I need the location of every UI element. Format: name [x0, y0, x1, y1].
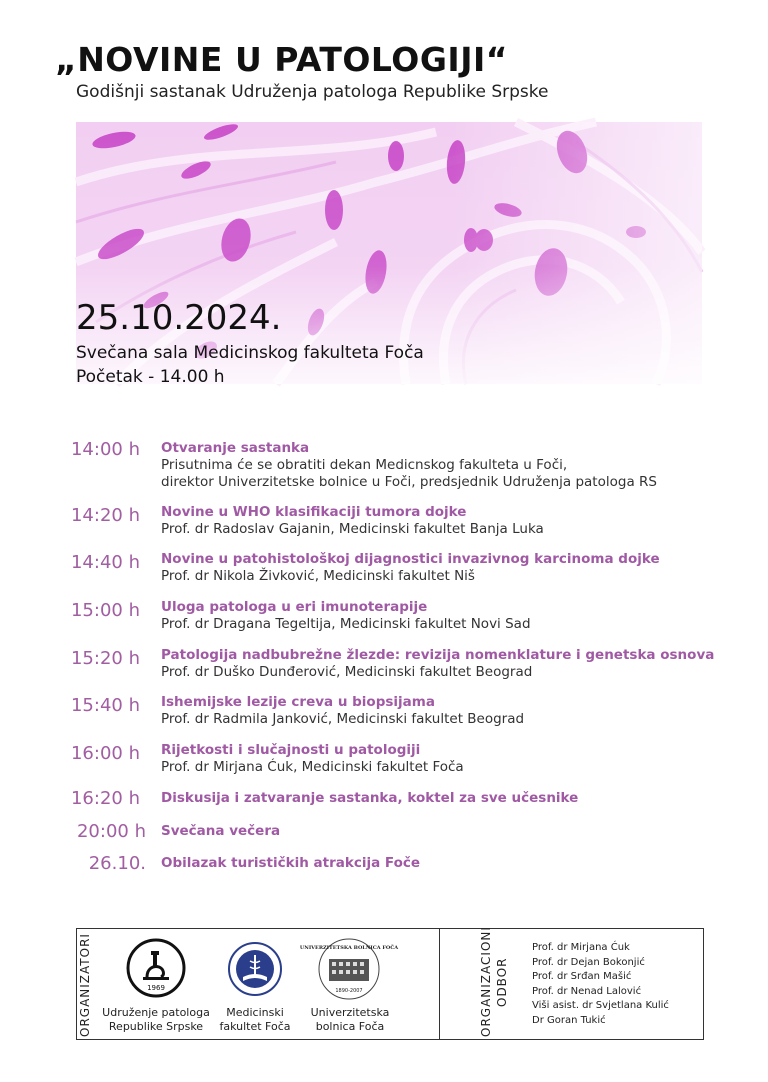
committee-member: Viši asist. dr Svjetlana Kulić	[532, 1000, 669, 1011]
schedule-detail: Prisutnima će se obratiti dekan Medicnskog fakulteta u Foči,	[161, 457, 568, 473]
committee-member: Dr Goran Tukić	[532, 1014, 606, 1026]
hospital-seal-icon	[299, 937, 399, 1001]
schedule-detail: Prof. dr Duško Dunđerović, Medicinski fakultet Beograd	[161, 664, 533, 680]
schedule-time: 14:20 h	[70, 505, 140, 526]
schedule-time: 14:00 h	[70, 439, 140, 460]
event-venue: Svečana sala Medicinskog fakulteta Foča	[76, 343, 424, 363]
committee-label: ORGANIZACIONI	[479, 926, 493, 1037]
schedule-detail: direktor Univerzitetske bolnice u Foči, predsjednik Udruženja patologa RS	[161, 474, 657, 490]
schedule-time: 15:20 h	[70, 648, 140, 669]
schedule-detail: Prof. dr Mirjana Ćuk, Medicinski fakultet Foča	[161, 759, 464, 775]
page-title: „NOVINE U PATOLOGIJI“	[55, 40, 508, 79]
event-start-time: Početak - 14.00 h	[76, 367, 225, 387]
logo-year: 1969	[147, 984, 165, 992]
schedule-title: Patologija nadbubrežne žlezde: revizija nomenklature i genetska osnova	[161, 647, 715, 663]
organizer-name: Univerzitetska bolnica Foča	[310, 1006, 390, 1033]
footer-organizers-box	[76, 928, 704, 1040]
microscope-logo-icon	[125, 937, 187, 999]
medical-faculty-seal-icon	[227, 941, 283, 997]
schedule-title: Svečana večera	[161, 823, 281, 839]
organizer-name: Udruženje patologa Republike Srpske	[102, 1006, 210, 1033]
schedule-time: 15:40 h	[70, 695, 140, 716]
committee-member: Prof. dr Dejan Bokonjić	[532, 956, 645, 968]
schedule-detail: Prof. dr Nikola Živković, Medicinski fakultet Niš	[161, 568, 475, 584]
schedule-title: Novine u patohistološkoj dijagnostici invazivnog karcinoma dojke	[161, 551, 660, 567]
schedule-detail: Prof. dr Radmila Janković, Medicinski fakultet Beograd	[161, 711, 525, 727]
committee-member: Prof. dr Mirjana Ćuk	[532, 942, 630, 953]
committee-label: ODBOR	[495, 957, 509, 1007]
organizer-name: Medicinski fakultet Foča	[219, 1006, 291, 1033]
schedule-time: 16:20 h	[70, 788, 140, 809]
committee-member: Prof. dr Nenad Lalović	[532, 985, 642, 997]
schedule-title: Otvaranje sastanka	[161, 440, 310, 456]
schedule-title: Ishemijske lezije creva u biopsijama	[161, 694, 435, 710]
schedule-detail: Prof. dr Dragana Tegeltija, Medicinski fakultet Novi Sad	[161, 616, 531, 632]
committee-member: Prof. dr Srđan Mašić	[532, 971, 632, 982]
schedule-title: Novine u WHO klasifikaciji tumora dojke	[161, 504, 467, 520]
schedule-title: Diskusija i zatvaranje sastanka, koktel za sve učesnike	[161, 790, 579, 806]
schedule-detail: Prof. dr Radoslav Gajanin, Medicinski fakultet Banja Luka	[161, 521, 544, 537]
schedule-title: Rijetkosti i slučajnosti u patologiji	[161, 742, 421, 758]
schedule-time: 14:40 h	[70, 552, 140, 573]
schedule-date: 26.10.	[88, 853, 146, 874]
logo-years: 1890-2007	[335, 988, 363, 994]
organizers-label: ORGANIZATORI	[78, 933, 92, 1037]
schedule-title: Uloga patologa u eri imunoterapije	[161, 599, 428, 615]
schedule-title: Obilazak turističkih atrakcija Foče	[161, 855, 421, 871]
schedule-time: 16:00 h	[70, 743, 140, 764]
event-date: 25.10.2024.	[76, 298, 282, 338]
page-subtitle: Godišnji sastanak Udruženja patologa Republike Srpske	[76, 82, 549, 102]
committee-list	[532, 941, 669, 1028]
schedule-time: 20:00 h	[76, 821, 146, 842]
footer-divider	[439, 929, 440, 1039]
logo-text: UNIVERZITETSKA BOLNICA FOČA	[299, 945, 399, 951]
schedule-time: 15:00 h	[70, 600, 140, 621]
